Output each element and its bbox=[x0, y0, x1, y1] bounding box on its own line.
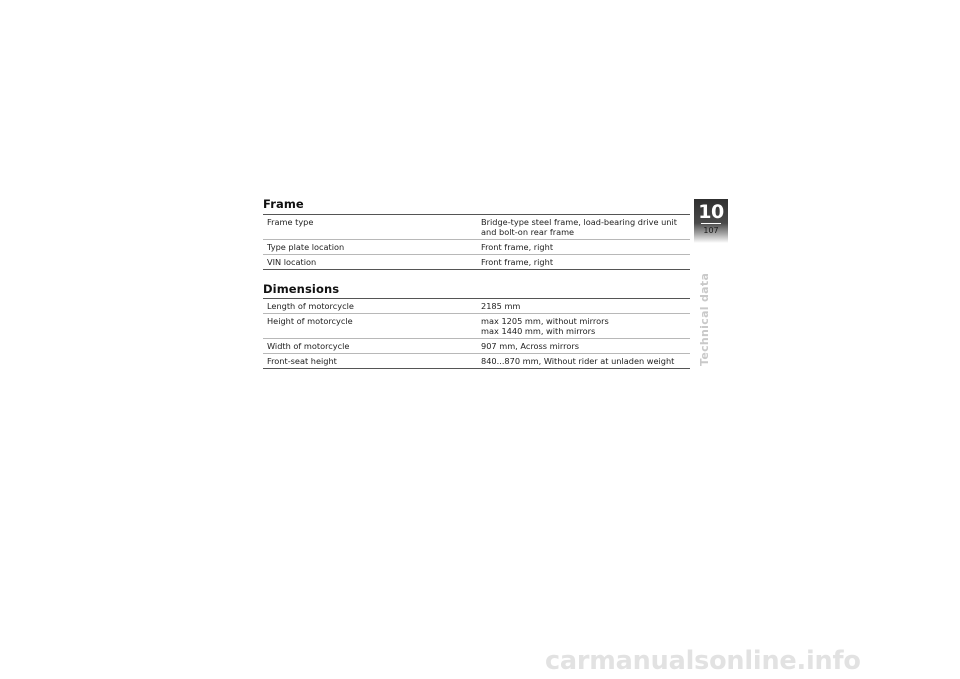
table-row bbox=[263, 240, 690, 255]
spec-value: Front frame, right bbox=[477, 240, 690, 255]
spec-value: Front frame, right bbox=[477, 255, 690, 270]
table-row bbox=[263, 354, 690, 369]
watermark: carmanualsonline.info bbox=[545, 646, 861, 676]
chapter-tab bbox=[694, 199, 728, 243]
spec-label: Length of motorcycle bbox=[263, 299, 477, 314]
spec-label: VIN location bbox=[263, 255, 477, 270]
spec-value: 2185 mm bbox=[477, 299, 690, 314]
page-number: 107 bbox=[703, 226, 719, 235]
spec-label: Width of motorcycle bbox=[263, 339, 477, 354]
spec-value: Bridge-type steel frame, load-bearing drive unit and bolt-on rear frame bbox=[477, 215, 690, 240]
spec-label: Frame type bbox=[263, 215, 477, 240]
table-row bbox=[263, 314, 690, 339]
chapter-title: Technical data bbox=[698, 272, 711, 366]
dimensions-spec-table bbox=[263, 298, 690, 369]
spec-value: 840...870 mm, Without rider at unladen weight bbox=[477, 354, 690, 369]
chapter-divider bbox=[701, 223, 721, 224]
section-title-frame: Frame bbox=[263, 197, 304, 211]
spec-label: Front-seat height bbox=[263, 354, 477, 369]
section-title-dimensions: Dimensions bbox=[263, 282, 340, 296]
table-row bbox=[263, 299, 690, 314]
table-row bbox=[263, 215, 690, 240]
spec-value: max 1205 mm, without mirrors max 1440 mm, with mirrors bbox=[477, 314, 690, 339]
spec-value: 907 mm, Across mirrors bbox=[477, 339, 690, 354]
table-row bbox=[263, 339, 690, 354]
spec-label: Type plate location bbox=[263, 240, 477, 255]
spec-label: Height of motorcycle bbox=[263, 314, 477, 339]
frame-spec-table bbox=[263, 214, 690, 270]
table-row bbox=[263, 255, 690, 270]
chapter-number: 10 bbox=[698, 201, 724, 223]
